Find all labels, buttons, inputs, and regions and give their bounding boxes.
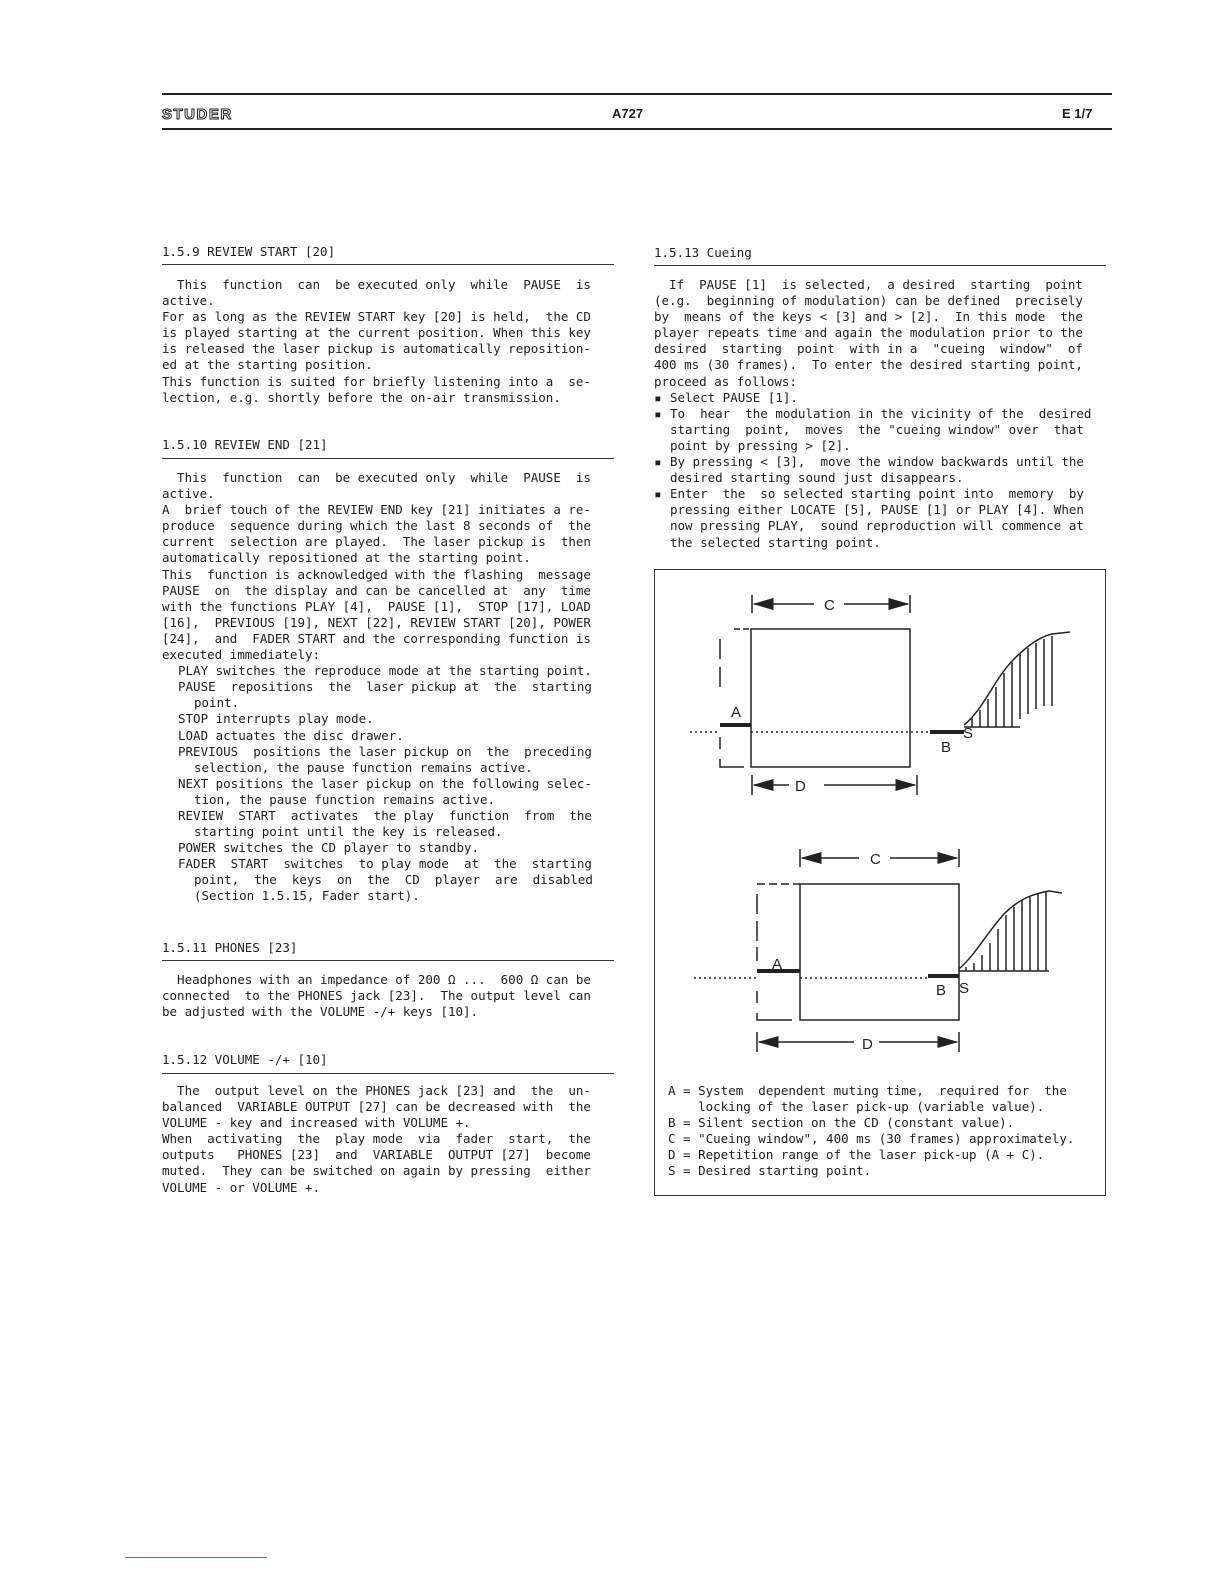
section-rule: [162, 960, 614, 961]
list-item: LOAD actuates the disc drawer.: [178, 727, 404, 743]
text-line: To hear the modulation in the vicinity of the desired: [670, 405, 1092, 421]
list-item: STOP interrupts play mode.: [178, 711, 374, 727]
text-line: be adjusted with the VOLUME -/+ keys [10].: [162, 1004, 479, 1020]
label-c: C: [870, 851, 881, 868]
text-line: starting point, moves the "cueing window" over that: [670, 421, 1084, 437]
text-line: desired starting sound just disappears.: [670, 470, 964, 486]
list-item-cont: selection, the pause function remains active.: [194, 759, 533, 775]
text-line: VOLUME - or VOLUME +.: [162, 1179, 321, 1195]
legend-line: S = Desired starting point.: [668, 1163, 872, 1179]
section-1-5-13-title: 1.5.13 Cueing: [654, 245, 752, 260]
text-line: desired starting point with in a "cueing window" of: [654, 341, 1083, 357]
text-line: PAUSE on the display and can be cancelled at any time: [162, 582, 591, 598]
text-line: active.: [162, 293, 215, 309]
text-line: Select PAUSE [1].: [670, 389, 798, 405]
list-item-cont: point.: [194, 695, 240, 711]
text-line: [24], and FADER START and the corresponding function is: [162, 630, 591, 646]
list-item: POWER switches the CD player to standby.: [178, 840, 480, 856]
header-top-rule: [162, 93, 1112, 95]
text-line: Headphones with an impedance of 200 Ω ... 600 Ω can be: [162, 972, 591, 987]
text-line: Enter the so selected starting point into memory by: [670, 486, 1084, 502]
legend-line: B = Silent section on the CD (constant value).: [668, 1115, 1015, 1131]
text-line: A brief touch of the REVIEW END key [21] initiates a re-: [162, 502, 591, 518]
list-item: PLAY switches the reproduce mode at the starting point.: [178, 663, 592, 679]
studer-logo: [162, 106, 254, 126]
section-1-5-9-body: [162, 277, 591, 406]
text-line: The output level on the PHONES jack [23] and the un-: [162, 1083, 591, 1098]
label-d: D: [795, 778, 806, 795]
section-rule: [162, 264, 614, 265]
label-d: D: [862, 1036, 873, 1053]
text-line: ed at the starting position.: [162, 357, 373, 373]
legend-line: C = "Cueing window", 400 ms (30 frames) approximately.: [668, 1131, 1075, 1147]
text-line: This function can be executed only while PAUSE is: [162, 470, 591, 485]
legend-line: A = System dependent muting time, required for the: [668, 1083, 1067, 1098]
label-c: C: [824, 597, 835, 614]
label-a: A: [772, 956, 783, 973]
text-line: lection, e.g. shortly before the on-air transmission.: [162, 389, 561, 405]
text-line: For as long as the REVIEW START key [20] is held, the CD: [162, 309, 591, 325]
label-a: A: [731, 704, 742, 721]
list-item: NEXT positions the laser pickup on the following selec-: [178, 775, 592, 791]
list-item: REVIEW START activates the play function from the: [178, 807, 592, 823]
section-1-5-11-body: [162, 972, 591, 1020]
text-line: now pressing PLAY, sound reproduction will commence at: [670, 518, 1084, 534]
text-line: is played starting at the current position. When this key: [162, 325, 591, 341]
page-number: E 1/7: [1062, 106, 1093, 121]
list-item-cont: point, the keys on the CD player are disabled: [194, 872, 593, 888]
header-bottom-rule: [162, 128, 1112, 130]
text-line: automatically repositioned at the starting point.: [162, 550, 531, 566]
text-line: muted. They can be switched on again by pressing either: [162, 1163, 591, 1179]
section-1-5-9-title: 1.5.9 REVIEW START [20]: [162, 244, 336, 259]
section-1-5-12-title: 1.5.12 VOLUME -/+ [10]: [162, 1052, 328, 1067]
text-line: This function can be executed only while PAUSE is: [162, 277, 591, 292]
bullet-item: ▪ By pressing < [3], move the window backwards until the desired starting sound just disappears.: [654, 454, 1084, 486]
label-s: S: [959, 980, 970, 997]
text-line: current selection are played. The laser pickup is then: [162, 534, 591, 550]
text-line: executed immediately:: [162, 647, 321, 663]
text-line: [16], PREVIOUS [19], NEXT [22], REVIEW START [20], POWER: [162, 614, 591, 630]
label-b: B: [941, 739, 952, 756]
text-line: point by pressing > [2].: [670, 437, 851, 453]
footer-link-line: [125, 1557, 267, 1558]
list-item: PREVIOUS positions the laser pickup on the preceding: [178, 743, 592, 759]
text-line: balanced VARIABLE OUTPUT [27] can be decreased with the: [162, 1099, 591, 1115]
text-line: outputs PHONES [23] and VARIABLE OUTPUT [27] become: [162, 1147, 591, 1163]
model-name: A727: [612, 106, 644, 121]
text-line: by means of the keys < [3] and > [2]. In this mode the: [654, 309, 1083, 325]
section-rule: [654, 265, 1106, 266]
text-line: player repeats time and again the modulation prior to the: [654, 325, 1083, 341]
figure-legend: [668, 1083, 1074, 1180]
bullet-item: ▪ Select PAUSE [1].: [654, 389, 798, 405]
list-item-cont: starting point until the key is released.: [194, 824, 503, 840]
text-line: By pressing < [3], move the window backwards until the: [670, 454, 1084, 470]
section-1-5-11-title: 1.5.11 PHONES [23]: [162, 940, 298, 955]
section-1-5-12-body: [162, 1083, 591, 1196]
list-item-cont: (Section 1.5.15, Fader start).: [194, 888, 420, 904]
label-b: B: [936, 982, 947, 999]
text-line: proceed as follows:: [654, 373, 797, 389]
text-line: with the functions PLAY [4], PAUSE [1], STOP [17], LOAD: [162, 598, 591, 614]
text-line: VOLUME - key and increased with VOLUME +.: [162, 1115, 471, 1131]
section-1-5-13-body: [654, 277, 1091, 551]
text-line: This function is suited for briefly listening into a se-: [162, 373, 591, 389]
text-line: active.: [162, 486, 215, 502]
cueing-diagram: [654, 569, 1106, 1079]
text-line: If PAUSE [1] is selected, a desired starting point: [654, 277, 1083, 292]
text-line: is released the laser pickup is automatically reposition-: [162, 341, 591, 357]
list-item: PAUSE repositions the laser pickup at the starting: [178, 679, 592, 695]
text-line: (e.g. beginning of modulation) can be defined precisely: [654, 293, 1083, 309]
list-item-cont: tion, the pause function remains active.: [194, 791, 496, 807]
text-line: When activating the play mode via fader start, the: [162, 1131, 591, 1147]
list-item: FADER START switches to play mode at the starting: [178, 856, 592, 872]
section-rule: [162, 458, 614, 459]
bullet-item: ▪ Enter the so selected starting point into memory by pressing either LOCATE [5], PAUSE [1] or PLAY [4]. When now pressing PLAY, sound reproduction will commence at the selected starting point.: [654, 486, 1084, 550]
label-s: S: [963, 725, 974, 742]
legend-line: D = Repetition range of the laser pick-up (A + C).: [668, 1147, 1045, 1163]
bullet-item: ▪ To hear the modulation in the vicinity of the desired starting point, moves the "cueing window" over that point by pressing > [2].: [654, 405, 1092, 453]
section-rule: [162, 1073, 614, 1074]
text-line: connected to the PHONES jack [23]. The output level can: [162, 988, 591, 1004]
section-1-5-10-body: [162, 470, 593, 905]
text-line: This function is acknowledged with the flashing message: [162, 566, 591, 582]
text-line: produce sequence during which the last 8 seconds of the: [162, 518, 591, 534]
legend-line: locking of the laser pick-up (variable value).: [668, 1099, 1045, 1115]
text-line: 400 ms (30 frames). To enter the desired starting point,: [654, 357, 1083, 373]
text-line: pressing either LOCATE [5], PAUSE [1] or PLAY [4]. When: [670, 502, 1084, 518]
section-1-5-10-title: 1.5.10 REVIEW END [21]: [162, 437, 328, 452]
text-line: the selected starting point.: [670, 534, 881, 550]
svg-text:STUDER: STUDER: [162, 106, 233, 122]
